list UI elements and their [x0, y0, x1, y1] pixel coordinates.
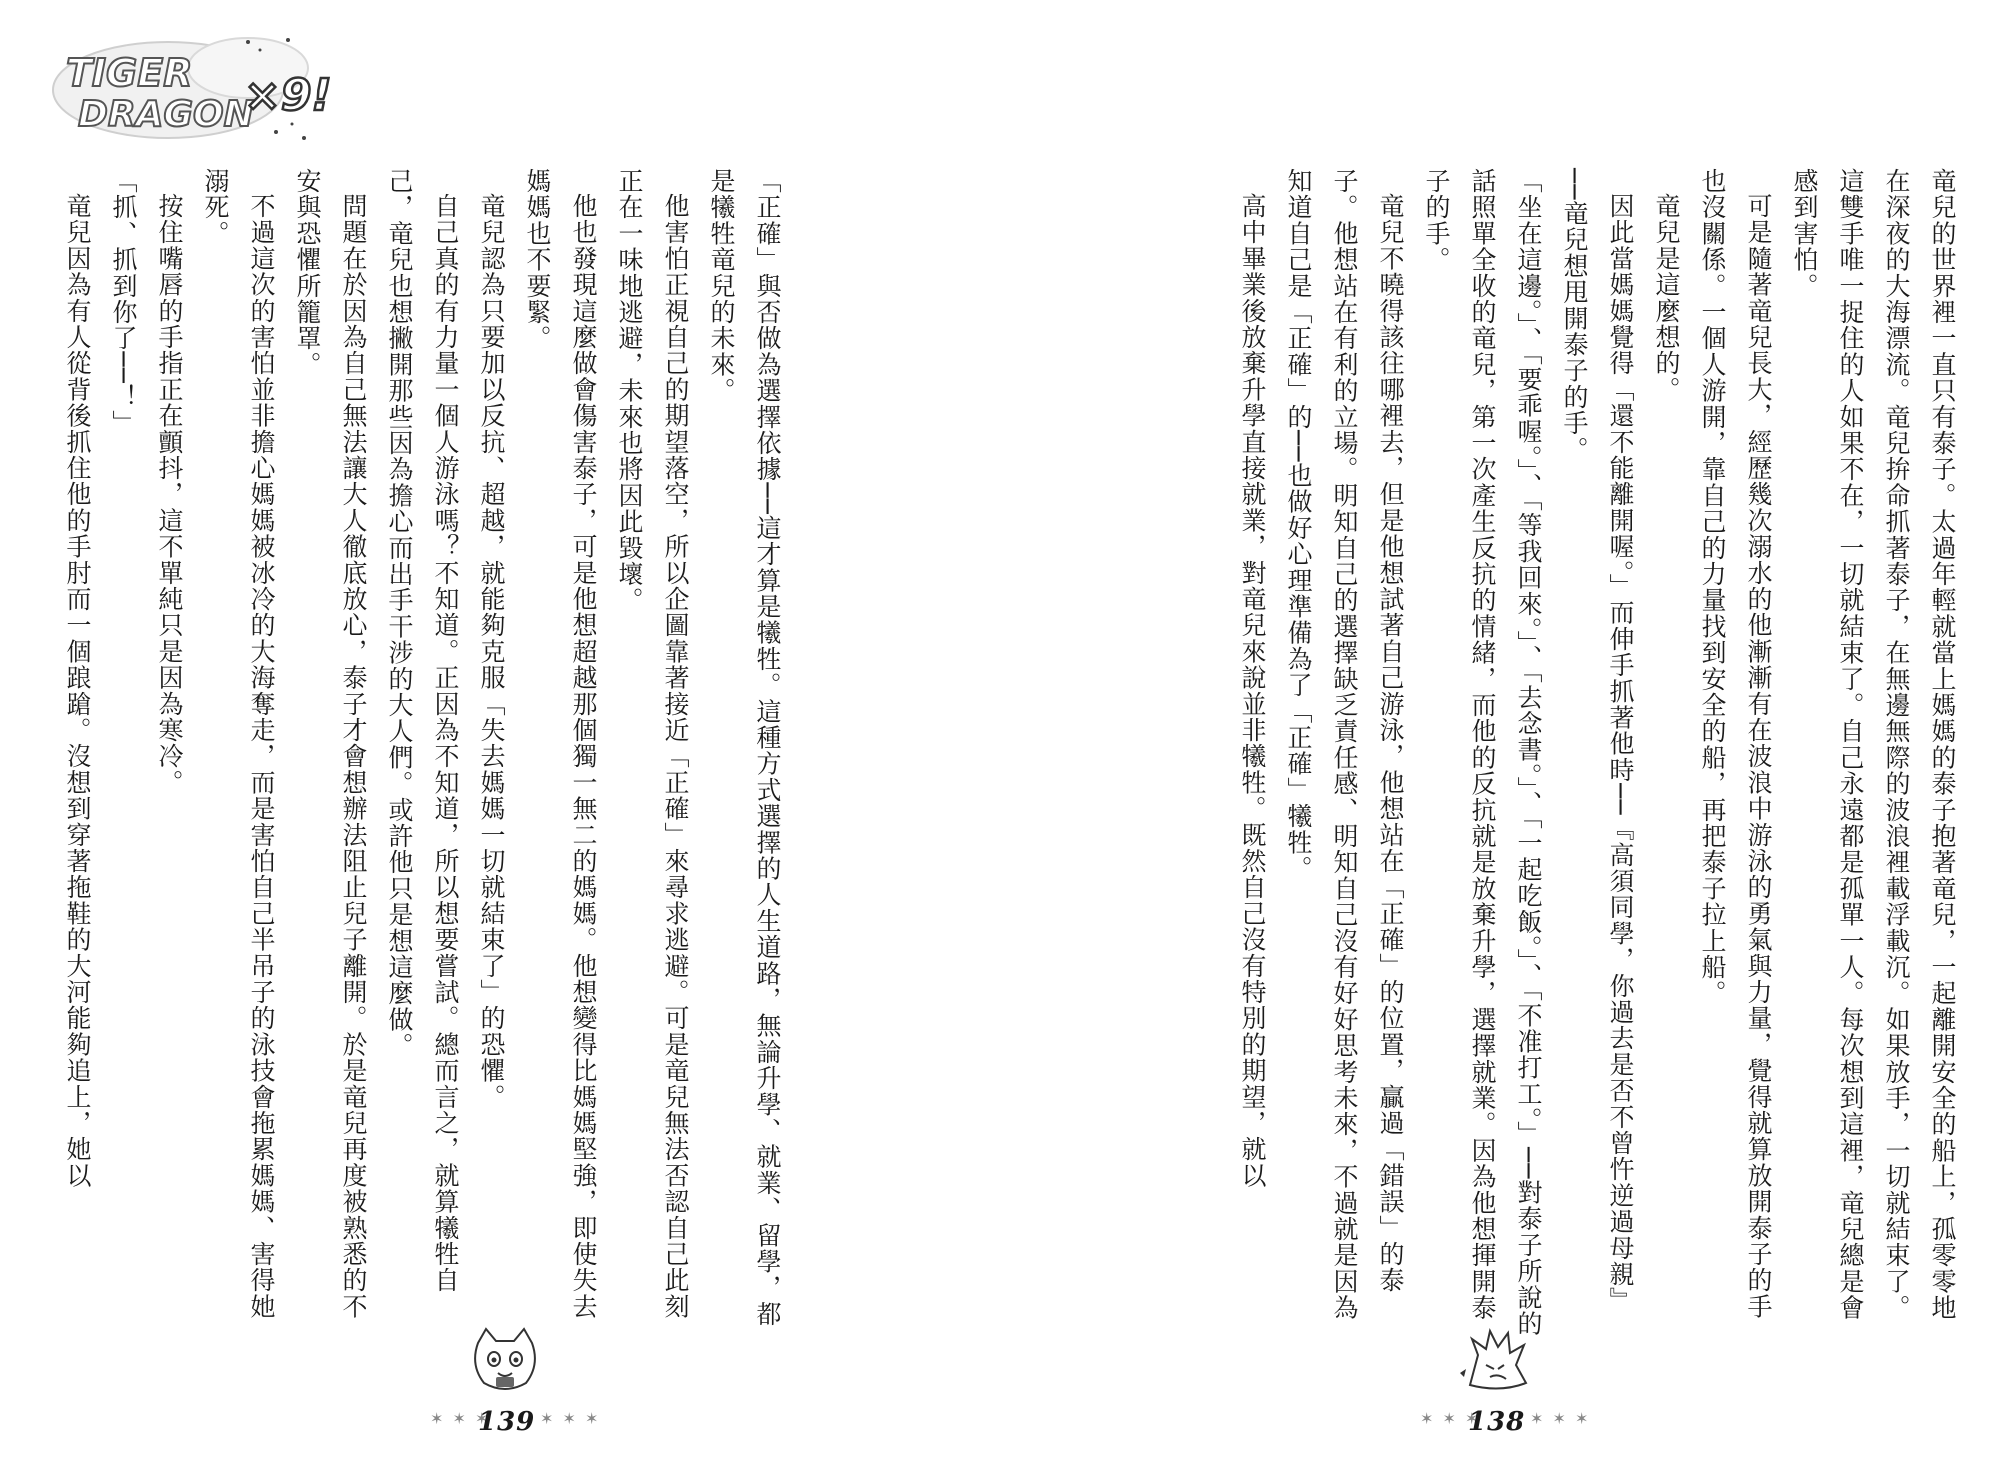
paragraph: 竜兒的世界裡一直只有泰子。太過年輕就當上媽媽的泰子抱著竜兒，一起離開安全的船上，孤零零地在深夜的大海漂流。竜兒拚命抓著泰子，在無邊無際的波浪裡載浮載沉。如果放手，一切就結束了。這雙手唯一捉住的人如果不在，一切就結束了。自己永遠都是孤單一人。每次想到這裡，竜兒總是會感到害怕。 [1790, 168, 1957, 1321]
logo-line1: TIGER [66, 51, 193, 95]
logo-artwork [48, 28, 348, 148]
page-138 [1000, 0, 2000, 1465]
page-footer [1410, 1325, 1610, 1445]
footer-stars: ✶ ✶ ✶ [1530, 1409, 1591, 1428]
paragraph: 可是隨著竜兒長大，經歷幾次溺水的他漸漸有在波浪中游泳的勇氣與力量，覺得就算放開泰子的手也沒關係。一個人游開，靠自己的力量找到安全的船，再把泰子拉上船。 [1698, 168, 1773, 1320]
paragraph: 竜兒認為只要加以反抗、超越，就能夠克服「失去媽媽一切就結束了」的恐懼。 [477, 193, 506, 1110]
cat-face-icon [460, 1325, 550, 1400]
page-138-body [1165, 168, 1965, 1338]
dragon-icon [1450, 1325, 1540, 1400]
tiger-dragon-logo [48, 28, 348, 148]
footer-stars: ✶ ✶ ✶ [540, 1409, 601, 1428]
page-number: 138 [1468, 1407, 1526, 1437]
footer-stars: ✶ ✶ ✶ [430, 1409, 491, 1428]
paragraph: 因此當媽媽覺得「還不能離開喔。」而伸手抓著他時──『高須同學，你過去是否不曾忤逆過母親』──竜兒想甩開泰子的手。 [1560, 168, 1635, 1314]
paragraph: 不過這次的害怕並非擔心媽媽被冰冷的大海奪走，而是害怕自己半吊子的泳技會拖累媽媽、害得她溺死。 [201, 168, 276, 1320]
paragraph: 按住嘴唇的手指正在顫抖，這不單純只是因為寒冷。 [155, 193, 184, 796]
paragraph: 竜兒因為有人從背後抓住他的手肘而一個踉蹌。沒想到穿著拖鞋的大河能夠追上，她以 [63, 193, 92, 1189]
paragraph: 他害怕正視自己的期望落空，所以企圖靠著接近「正確」來尋求逃避。可是竜兒無法否認自己此刻正在一味地逃避，未來也將因此毀壞。 [615, 168, 690, 1320]
paragraph: 自己真的有力量一個人游泳嗎？不知道。正因為不知道，所以想要嘗試。總而言之，就算犧牲自己，竜兒也想撇開那些因為擔心而出手干涉的大人們。或許他只是想這麼做。 [385, 168, 460, 1294]
paragraph: 竜兒不曉得該往哪裡去，但是他想試著自己游泳，他想站在「正確」的位置，贏過「錯誤」的泰子。他想站在有利的立場。明知自己的選擇缺乏責任感、明知自己沒有好好思考未來，不過就是因為知道自己是「正確」的──也做好心理準備為了「正確」犧牲。 [1284, 168, 1405, 1321]
footer-stars: ✶ ✶ ✶ [1420, 1409, 1481, 1428]
page-footer [420, 1325, 620, 1445]
paragraph: 高中畢業後放棄升學直接就業，對竜兒來說並非犧牲。既然自己沒有特別的期望，就以 [1238, 193, 1267, 1189]
paragraph: 問題在於因為自己無法讓大人徹底放心，泰子才會想辦法阻止兒子離開。於是竜兒再度被熟悉的不安與恐懼所籠罩。 [293, 168, 368, 1320]
paragraph: 竜兒是這麼想的。 [1652, 193, 1681, 403]
logo-mark: ×9! [244, 70, 332, 121]
paragraph: 「坐在這邊。」、「要乖喔。」、「等我回來。」、「去念書。」、「一起吃飯。」、「不准打工。」──對泰子所說的話照單全收的竜兒，第一次產生反抗的情緒，而他的反抗就是放棄升學，選擇就業。因為他想揮開泰子的手。 [1422, 168, 1543, 1337]
paragraph: 「正確」與否做為選擇依據──這才算是犧牲。這種方式選擇的人生道路，無論升學、就業、留學，都是犧牲竜兒的未來。 [707, 168, 782, 1328]
page-number: 139 [478, 1407, 536, 1437]
paragraph: 他也發現這麼做會傷害泰子，可是他想超越那個獨一無二的媽媽。他想變得比媽媽堅強，即使失去媽媽也不要緊。 [523, 168, 598, 1320]
paragraph: 「抓、抓到你了──！」 [109, 168, 138, 437]
page-139-body [10, 168, 790, 1338]
logo-line2: DRAGON [78, 94, 254, 135]
